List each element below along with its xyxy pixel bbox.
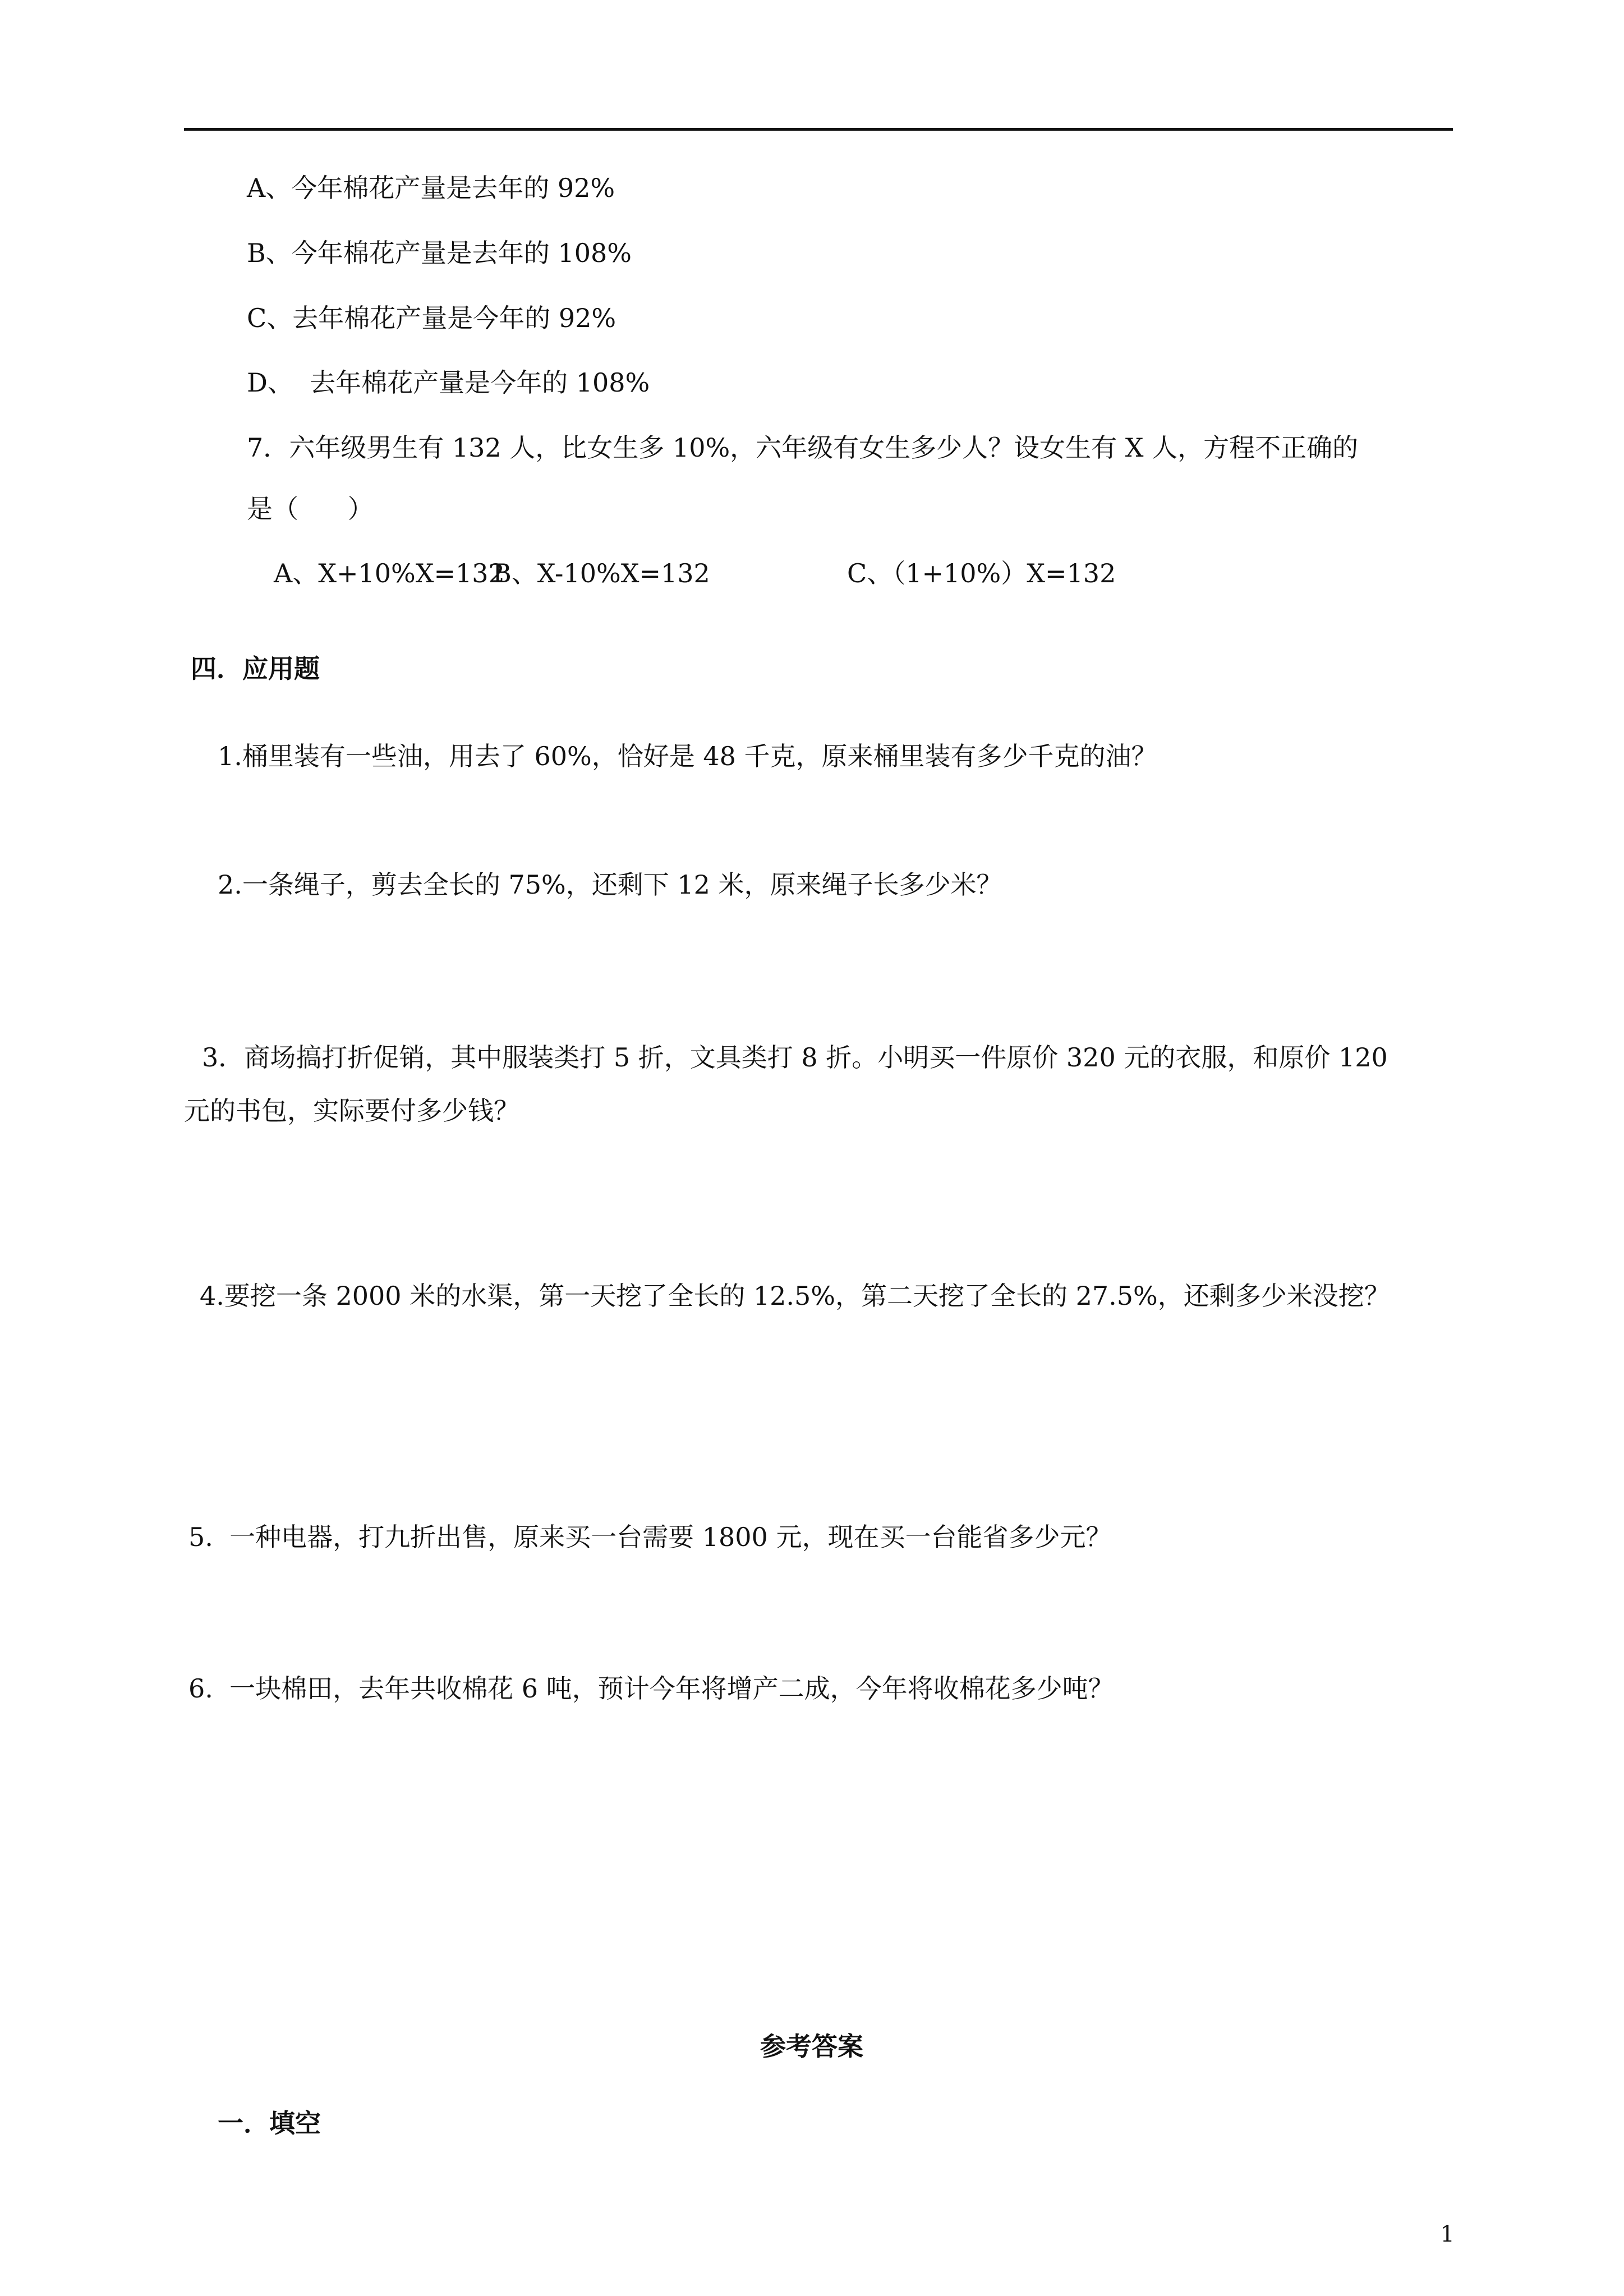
option-a: A、今年棉花产量是去年的 92% — [247, 173, 615, 203]
question-7-line-1: 7．六年级男生有 132 人，比女生多 10%，六年级有女生多少人？设女生有 X 人，方程不正确的 — [247, 432, 1359, 463]
option-c: C、去年棉花产量是今年的 92% — [247, 303, 617, 333]
application-question-1: 1.桶里装有一些油，用去了 60%，恰好是 48 千克，原来桶里装有多少千克的油？ — [218, 741, 1157, 771]
application-question-4: 4.要挖一条 2000 米的水渠，第一天挖了全长的 12.5%，第二天挖了全长的 27.5%，还剩多少米没挖？ — [200, 1281, 1390, 1311]
answers-section-1: 一．填空 — [218, 2108, 321, 2138]
question-7-option-a: A、X+10%X=132 — [274, 558, 505, 588]
question-7-option-b: B、X-10%X=132 — [493, 558, 710, 588]
option-b: B、今年棉花产量是去年的 108% — [247, 238, 632, 268]
header-rule — [184, 128, 1453, 131]
answers-heading: 参考答案 — [760, 2031, 863, 2062]
application-question-3-line-1: 3．商场搞打折促销，其中服装类打 5 折，文具类打 8 折。小明买一件原价 320 元的衣服，和原价 120 — [202, 1042, 1388, 1073]
question-7-option-c: C、（1+10%）X=132 — [847, 558, 1116, 588]
application-question-3-line-2: 元的书包，实际要付多少钱？ — [184, 1096, 519, 1126]
question-7-line-2: 是（ ） — [247, 494, 374, 524]
section-4-heading: 四．应用题 — [191, 654, 320, 684]
application-question-5: 5. 一种电器，打九折出售，原来买一台需要 1800 元，现在买一台能省多少元？ — [188, 1522, 1112, 1552]
application-question-6: 6. 一块棉田，去年共收棉花 6 吨，预计今年将增产二成，今年将收棉花多少吨？ — [188, 1673, 1114, 1704]
page-number: 1 — [1440, 2221, 1455, 2247]
option-d: D、 去年棉花产量是今年的 108% — [247, 367, 650, 398]
application-question-2: 2.一条绳子，剪去全长的 75%，还剩下 12 米，原来绳子长多少米？ — [218, 869, 1002, 900]
